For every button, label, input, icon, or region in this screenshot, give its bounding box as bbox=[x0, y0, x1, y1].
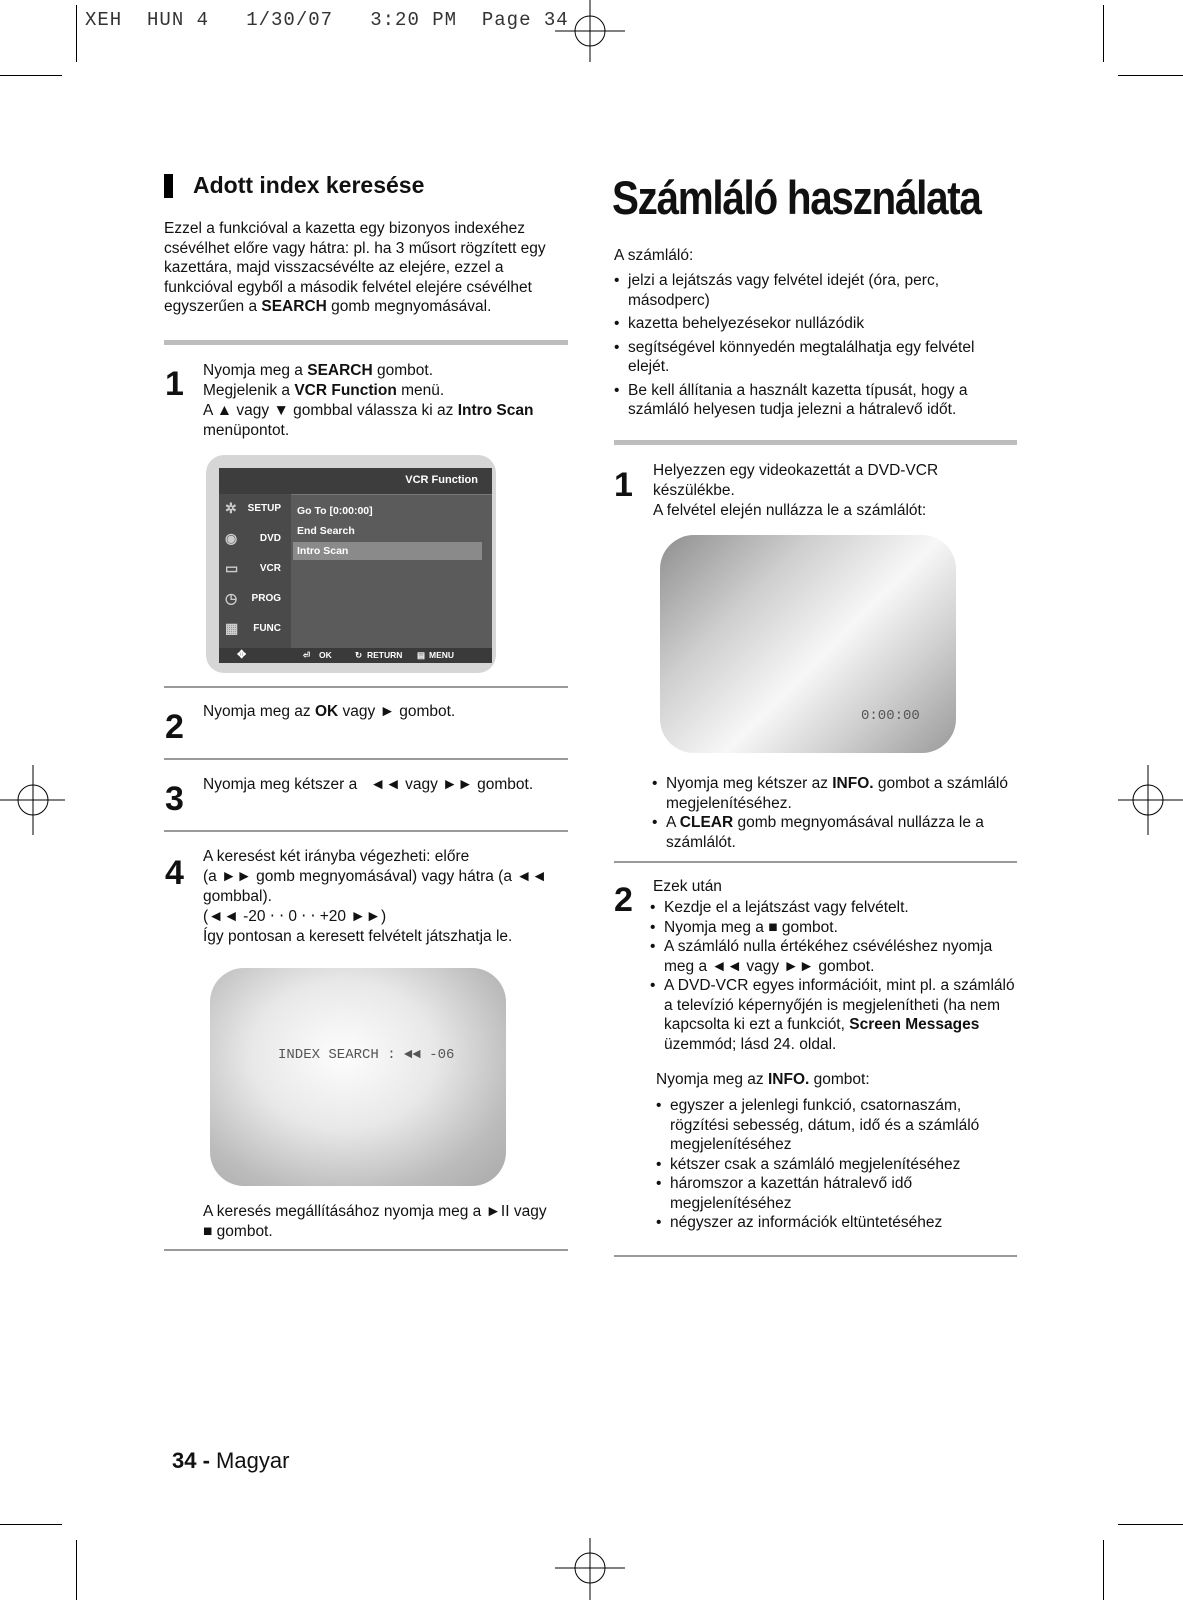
crop-mark bbox=[0, 1524, 62, 1525]
divider bbox=[614, 1255, 1017, 1257]
return-hint: RETURN bbox=[367, 650, 403, 660]
divider bbox=[614, 440, 1017, 445]
step-3-text: Nyomja meg kétszer a ◄◄ vagy ►► gombot. bbox=[203, 776, 534, 793]
crop-mark bbox=[76, 5, 77, 62]
step-number: 2 bbox=[614, 881, 633, 919]
crop-mark bbox=[1103, 1540, 1104, 1600]
counter-step-1-text: Helyezzen egy videokazettát a DVD-VCR készülékbe. A felvétel elején nullázza le a számlálót: bbox=[653, 462, 939, 519]
list-item: • A CLEAR gomb megnyomásával nullázza le a számlálót. bbox=[652, 813, 1014, 852]
divider bbox=[164, 1249, 568, 1251]
list-item: • A DVD-VCR egyes információit, mint pl. a számláló a televízió képernyőjén is megjelenítheti (ha nem kapcsolta ki ezt a funkciót, Screen Messages üzemmód; lásd 24. oldal. bbox=[650, 976, 1020, 1054]
counter-step-2-intro: Ezek után bbox=[653, 878, 722, 895]
index-search-display: INDEX SEARCH : ◄◄ -06 bbox=[278, 1047, 455, 1063]
step-4-text: A keresést két irányba végezheti: előre (a ►► gomb megnyomásával) vagy hátra (a ◄◄ gombbal). (◄◄ -20 ⋅ ⋅ 0 ⋅ ⋅ +20 ►►) Így pontosan a keresett felvételt játszhatja le. bbox=[203, 848, 547, 945]
menu-sidebar bbox=[219, 494, 291, 648]
registration-mark-icon bbox=[555, 0, 625, 70]
list-item: • segítségével könnyedén megtalálhatja egy felvétel elejét. bbox=[614, 338, 1006, 377]
step-2-text: Nyomja meg az OK vagy ► gombot. bbox=[203, 703, 456, 720]
info-list bbox=[656, 1096, 1016, 1233]
print-slug: XEH HUN 4 1/30/07 3:20 PM Page 34 bbox=[85, 9, 569, 31]
return-icon: ↻ bbox=[355, 650, 363, 660]
crop-mark bbox=[1118, 1524, 1183, 1525]
list-item: • Kezdje el a lejátszást vagy felvételt. bbox=[650, 898, 1020, 918]
ok-hint: OK bbox=[319, 650, 332, 660]
step-number: 2 bbox=[165, 708, 184, 746]
list-item: • Nyomja meg kétszer az INFO. gombot a számláló megjelenítéséhez. bbox=[652, 774, 1014, 813]
sidebar-item-setup[interactable]: ✲ SETUP bbox=[225, 500, 281, 516]
counter-features-list bbox=[614, 271, 1006, 420]
list-item: • háromszor a kazettán hátralevő idő megjelenítéséhez bbox=[656, 1174, 1016, 1213]
enter-icon: ⏎ bbox=[303, 650, 311, 660]
page-language: Magyar bbox=[216, 1448, 290, 1473]
sidebar-item-func[interactable]: ▦ FUNC bbox=[225, 620, 281, 636]
sidebar-item-vcr[interactable]: ▭ VCR bbox=[225, 560, 281, 576]
step-number: 1 bbox=[165, 365, 184, 403]
registration-mark-icon bbox=[0, 765, 70, 835]
registration-mark-icon bbox=[1113, 765, 1183, 835]
counter-display: 0:00:00 bbox=[861, 708, 920, 724]
counter-step-2-list bbox=[650, 898, 1020, 1054]
list-item: • A számláló nulla értékéhez csévéléshez nyomja meg a ◄◄ vagy ►► gombot. bbox=[650, 937, 1020, 976]
step-number: 4 bbox=[165, 854, 184, 892]
step-1-text: Nyomja meg a SEARCH gombot. Megjelenik a VCR Function menü. A ▲ vagy ▼ gombbal válassza ki az Intro Scan menüpontot. bbox=[203, 362, 534, 439]
divider bbox=[614, 861, 1017, 863]
page-footer bbox=[172, 1448, 289, 1474]
step-number: 3 bbox=[165, 780, 184, 818]
list-item: • egyszer a jelenlegi funkció, csatornaszám, rögzítési sebesség, dátum, idő és a számláló megjelenítéséhez bbox=[656, 1096, 1016, 1155]
navigate-icon: ✥ bbox=[237, 649, 247, 661]
vcr-function-menu bbox=[219, 468, 492, 663]
list-item: • Be kell állítania a használt kazetta típusát, hogy a számláló helyesen tudja jelezni a hátralevő időt. bbox=[614, 381, 1006, 420]
stop-note: A keresés megállításához nyomja meg a ►II vagy ■ gombot. bbox=[203, 1203, 547, 1240]
counter-notes-list bbox=[652, 774, 1014, 852]
function-icon: ▦ bbox=[225, 620, 239, 636]
crop-mark bbox=[1118, 75, 1183, 76]
menu-item-end-search[interactable]: End Search bbox=[297, 525, 355, 537]
section-title: Adott index keresése bbox=[193, 172, 425, 198]
menu-title: VCR Function bbox=[405, 474, 478, 486]
list-item: • kazetta behelyezésekor nullázódik bbox=[614, 314, 1006, 334]
registration-mark-icon bbox=[555, 1530, 625, 1600]
crop-mark bbox=[1103, 5, 1104, 62]
menu-bottom-bar bbox=[219, 648, 492, 663]
step-number: 1 bbox=[614, 466, 633, 504]
divider bbox=[164, 340, 568, 345]
divider bbox=[164, 830, 568, 832]
menu-item-goto[interactable]: Go To [0:00:00] bbox=[297, 505, 373, 517]
crop-mark bbox=[76, 1540, 77, 1600]
menu-item-intro-scan[interactable]: Intro Scan bbox=[293, 542, 482, 560]
cassette-icon: ▭ bbox=[225, 560, 239, 576]
list-item: • négyszer az információk eltüntetéséhez bbox=[656, 1213, 1016, 1233]
menu-icon: ▤ bbox=[417, 650, 426, 660]
list-item: • kétszer csak a számláló megjelenítéséhez bbox=[656, 1155, 1016, 1175]
list-item: • Nyomja meg a ■ gombot. bbox=[650, 918, 1020, 938]
section-marker bbox=[164, 174, 173, 198]
tv-screen bbox=[210, 968, 506, 1186]
intro-paragraph: Ezzel a funkcióval a kazetta egy bizonyos indexéhez csévélhet előre vagy hátra: pl. ha 3 műsort rögzített egy kazettára, majd visszacsévélte az elejére, ezzel a funkcióval egyből a második felvétel elejére csévélhet egyszerűen a SEARCH gomb megnyomásával. bbox=[164, 220, 546, 315]
crop-mark bbox=[0, 75, 62, 76]
page-number: 34 - bbox=[172, 1448, 210, 1473]
clock-icon: ◷ bbox=[225, 590, 238, 606]
divider bbox=[164, 686, 568, 688]
gear-icon: ✲ bbox=[225, 500, 237, 516]
list-item: • jelzi a lejátszás vagy felvétel idejét (óra, perc, másodperc) bbox=[614, 271, 1006, 310]
menu-hint: MENU bbox=[429, 650, 455, 660]
info-instruction: Nyomja meg az INFO. gombot: bbox=[656, 1071, 870, 1088]
divider bbox=[164, 758, 568, 760]
sidebar-item-dvd[interactable]: ◉ DVD bbox=[225, 530, 281, 546]
page-title: Számláló használata bbox=[612, 171, 981, 224]
sidebar-item-prog[interactable]: ◷ PROG bbox=[225, 590, 281, 606]
counter-intro: A számláló: bbox=[614, 247, 694, 264]
disc-icon: ◉ bbox=[225, 530, 238, 546]
